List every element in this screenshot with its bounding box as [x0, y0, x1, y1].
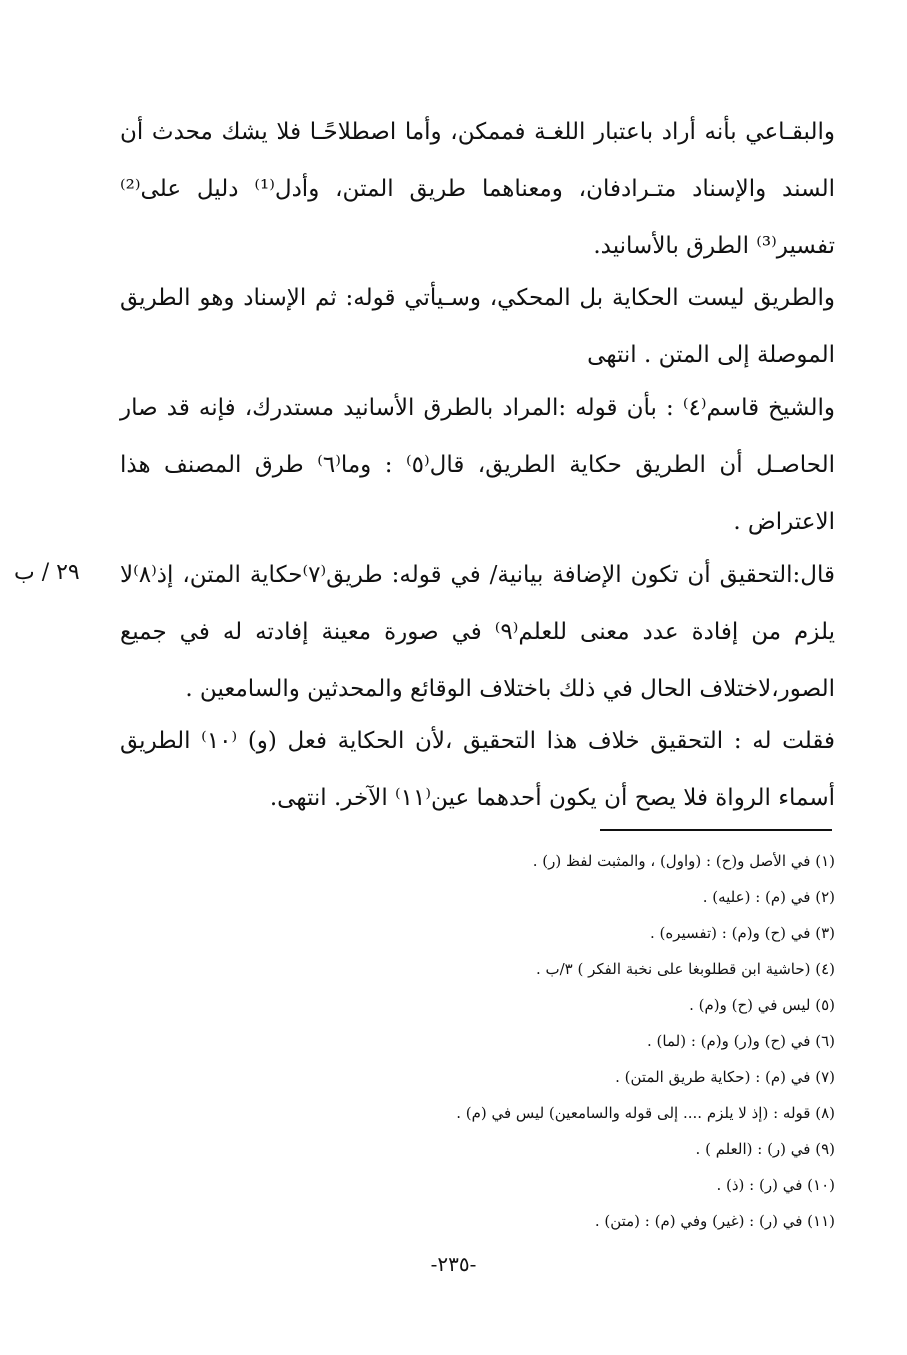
footnote-10: (١٠) في (ر) : (ذ) .: [716, 1176, 835, 1194]
footnote-11: (١١) في (ر) : (غير) وفي (م) : (متن) .: [594, 1212, 835, 1230]
page-number: -٢٣٥-: [430, 1252, 477, 1276]
footnote-2: (٢) في (م) : (عليه) .: [702, 888, 835, 906]
paragraph-5: فقلت له : التحقيق خلاف هذا التحقيق ،لأن الحكاية فعل (و) ⁽١٠⁾ الطريق أسماء الرواة فلا يصح أن يكون أحدهما عين⁽١١⁾ الآخر. انتهى.: [120, 728, 835, 811]
footnote-1: (١) في الأصل و(ح) : (واول) ، والمثبت لفظ (ر) .: [532, 852, 835, 870]
footnote-8: (٨) قوله : (إذ لا يلزم .... إلى قوله والسامعين) ليس في (م) .: [456, 1104, 835, 1122]
paragraph-4: قال:التحقيق أن تكون الإضافة بيانية/ في قوله: طريق⁽٧⁾حكاية المتن، إذ⁽٨⁾لا يلزم من إفادة عدد معنى للعلم⁽٩⁾ في صورة معينة إفادته له في جميع الصور،لاختلاف الحال في ذلك باختلاف الوقائع والمحدثين والسامعين .: [120, 562, 835, 702]
footnote-7: (٧) في (م) : (حكاية طريق المتن) .: [615, 1068, 835, 1086]
paragraph-1: والبقـاعي بأنه أراد باعتبار اللغـة فممكن، وأما اصطلاحًـا فلا يشك محدث أن السند والإسناد متـرادفان، ومعناهما طريق المتن، وأدل⁽¹⁾ دليل على⁽²⁾ تفسير⁽³⁾ الطرق بالأسانيد.: [120, 119, 835, 259]
footnote-6: (٦) في (ح) و(ر) و(م) : (لما) .: [647, 1032, 835, 1050]
footnote-5: (٥) ليس في (ح) و(م) .: [689, 996, 835, 1014]
footnote-3: (٣) في (ح) و(م) : (تفسيره) .: [649, 924, 835, 942]
footnote-4: (٤) (حاشية ابن قطلوبغا على نخبة الفكر ) ٣/ب .: [535, 960, 835, 978]
footnote-separator: [600, 829, 832, 831]
paragraph-2: والطريق ليست الحكاية بل المحكي، وسـيأتي قوله: ثم الإسناد وهو الطريق الموصلة إلى المتن . انتهى: [120, 285, 835, 368]
paragraph-3: والشيخ قاسم⁽٤⁾ : بأن قوله :المراد بالطرق الأسانيد مستدرك، فإنه قد صار الحاصـل أن الطريق حكاية الطريق، قال⁽٥⁾ : وما⁽٦⁾ طرق المصنف هذا الاعتراض .: [120, 395, 835, 535]
margin-folio-note: ٢٩ / ب: [14, 560, 80, 585]
footnotes: [300, 843, 835, 1239]
footnote-9: (٩) في (ر) : (العلم ) .: [695, 1140, 835, 1158]
